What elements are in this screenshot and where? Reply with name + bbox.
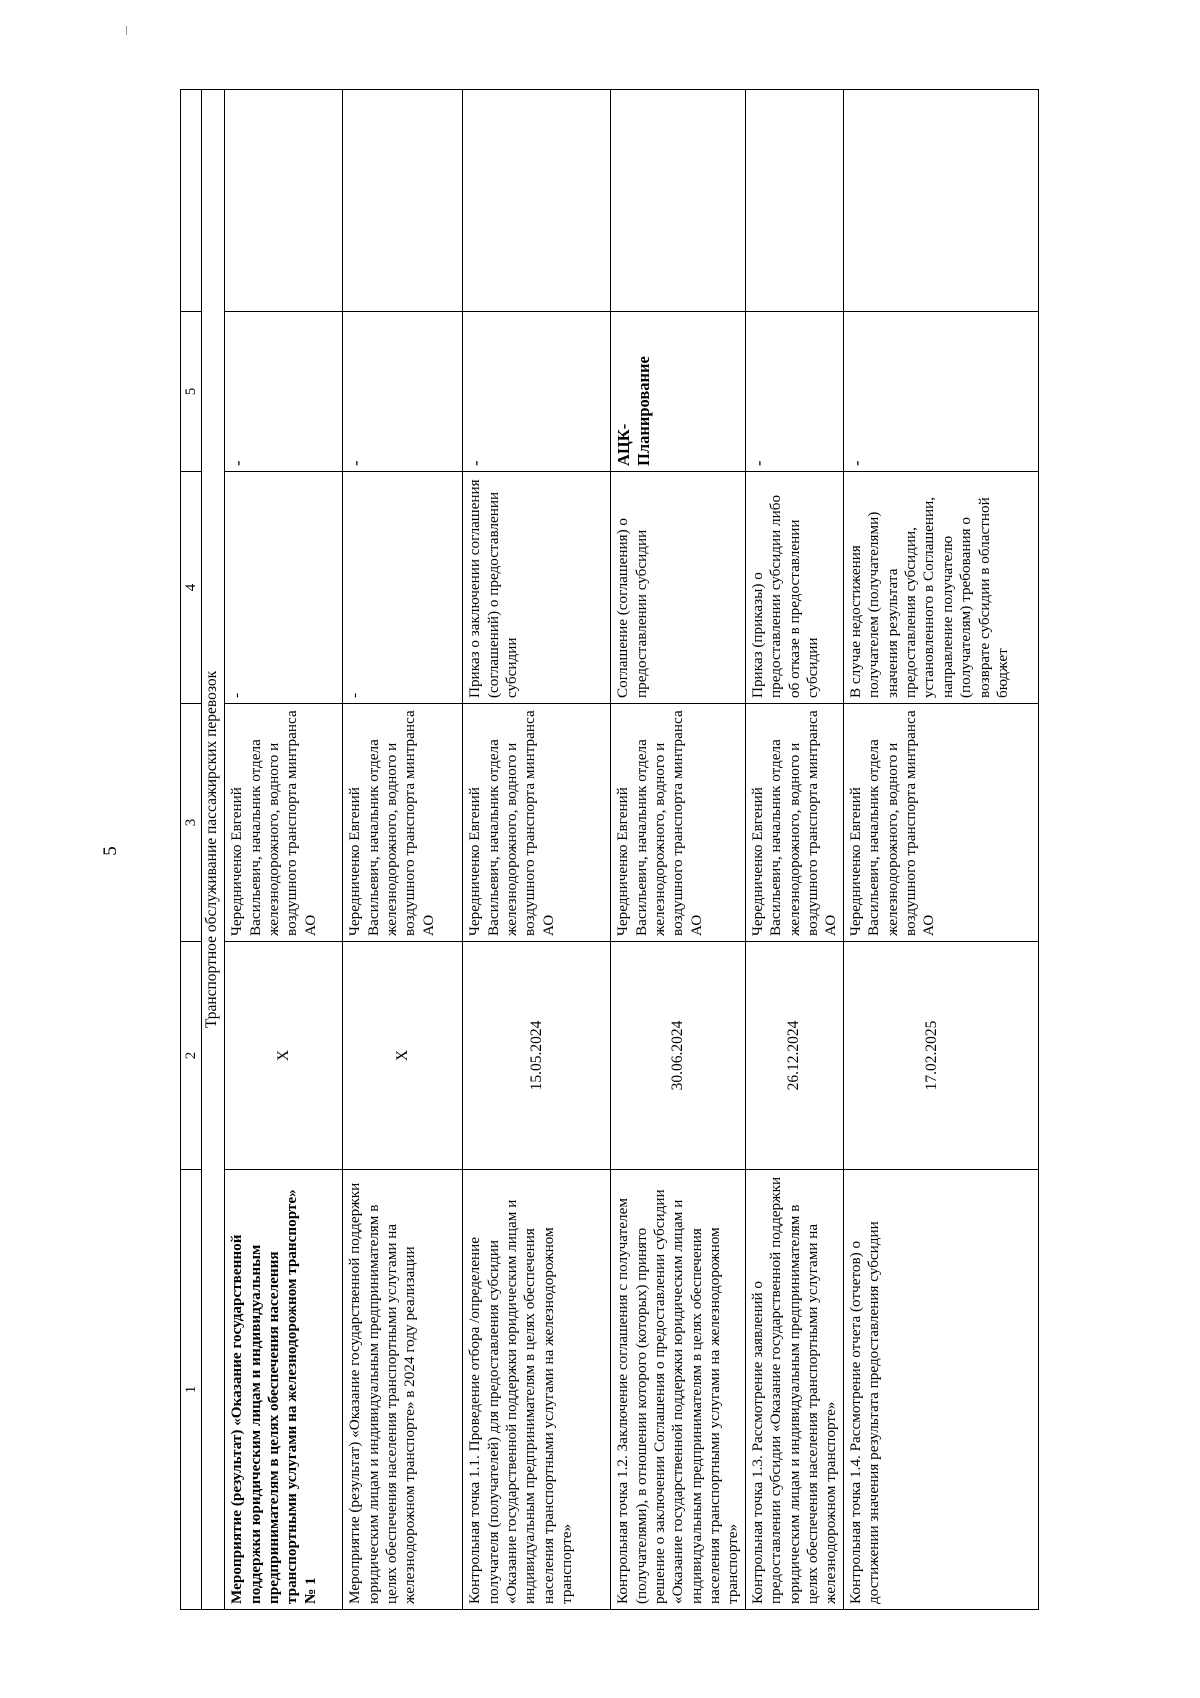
header-cell-1: 1 (181, 1170, 202, 1610)
table-row (843, 90, 1038, 1610)
table-row (343, 90, 463, 1610)
cell-date: Х (343, 942, 463, 1170)
cell-responsible: Чередниченко Евгений Васильевич, начальник отдела железнодорожного, водного и воздушного транспорта минтранса АО (611, 704, 746, 942)
cell-event-name: Мероприятие (результат) «Оказание государственной поддержки юридическим лицам и индивидуальным предпринимателям в целях обеспечения населения транспортными услугами на железнодорожном транспорте» № 1 (225, 1170, 343, 1610)
cell-event-name: Контрольная точка 1.1. Проведение отбора /определение получателя (получателей) для предоставления субсидии «Оказание государственной поддержки юридическим лицам и индивидуальным предпринимателям в целях обеспечения населения транспортными услугами на железнодорожном транспорте» (463, 1170, 611, 1610)
cell-system: - (225, 312, 343, 472)
cell-event-name: Контрольная точка 1.3. Рассмотрение заявлений о предоставлении субсидии «Оказание государственной поддержки юридическим лицам и индивидуальным предпринимателям в целях обеспечения населения транспортными услугами на железнодорожном транспорте» (745, 1170, 843, 1610)
section-row (202, 90, 225, 1610)
rotated-table-container (180, 90, 1090, 1610)
cell-system: - (343, 312, 463, 472)
cell-event-name: Контрольная точка 1.4. Рассмотрение отчета (отчетов) о достижении значения результата предоставления субсидии (843, 1170, 1038, 1610)
cell-responsible: Чередниченко Евгений Васильевич, начальник отдела железнодорожного, водного и воздушного транспорта минтранса АО (745, 704, 843, 942)
header-cell-3: 3 (181, 704, 202, 942)
events-table (180, 89, 1039, 1610)
cell-document: Соглашение (соглашения) о предоставлении субсидии (611, 472, 746, 704)
cell-date: 26.12.2024 (745, 942, 843, 1170)
cell-document: - (225, 472, 343, 704)
cell-document: Приказ (приказы) о предоставлении субсидии либо об отказе в предоставлении субсидии (745, 472, 843, 704)
cell-system: - (463, 312, 611, 472)
cell-event-name: Контрольная точка 1.2. Заключение соглашения с получателем (получателями), в отношении которого (которых) принято решение о заключении Соглашения о предоставлении субсидии «Оказание государственной поддержки юридическим лицам и индивидуальным предпринимателям в целях обеспечения населения транспортными услугами на железнодорожном транспорте» (611, 1170, 746, 1610)
cell-empty (463, 90, 611, 312)
table-row (463, 90, 611, 1610)
header-cell-5: 5 (181, 312, 202, 472)
cell-document: Приказ о заключении соглашения (соглашений) о предоставлении субсидии (463, 472, 611, 704)
header-row (181, 90, 202, 1610)
cell-empty (343, 90, 463, 312)
cell-empty (611, 90, 746, 312)
cell-document: В случае недостижения получателем (получателями) значения результата предоставления субсидии, установленного в Соглашении, направление получателю (получателям) требования о возврате субсидии в областной бюджет (843, 472, 1038, 704)
header-cell-empty (181, 90, 202, 312)
cell-date: 30.06.2024 (611, 942, 746, 1170)
table-row (745, 90, 843, 1610)
cell-event-name: Мероприятие (результат) «Оказание государственной поддержки юридическим лицам и индивидуальным предпринимателям в целях обеспечения населения транспортными услугами на железнодорожном транспорте» в 2024 году реализации (343, 1170, 463, 1610)
page-number: 5 (100, 846, 121, 856)
cell-date: 15.05.2024 (463, 942, 611, 1170)
cell-date: Х (225, 942, 343, 1170)
cell-system: - (843, 312, 1038, 472)
cell-system: АЦК-Планирование (611, 312, 746, 472)
cell-responsible: Чередниченко Евгений Васильевич, начальник отдела железнодорожного, водного и воздушного транспорта минтранса АО (463, 704, 611, 942)
cell-system: - (745, 312, 843, 472)
cell-empty (225, 90, 343, 312)
scan-tick-mark (126, 26, 127, 35)
cell-empty (843, 90, 1038, 312)
header-cell-4: 4 (181, 472, 202, 704)
table-row (225, 90, 343, 1610)
cell-responsible: Чередниченко Евгений Васильевич, начальник отдела железнодорожного, водного и воздушного транспорта минтранса АО (343, 704, 463, 942)
cell-date: 17.02.2025 (843, 942, 1038, 1170)
header-cell-2: 2 (181, 942, 202, 1170)
cell-responsible: Чередниченко Евгений Васильевич, начальник отдела железнодорожного, водного и воздушного транспорта минтранса АО (225, 704, 343, 942)
cell-responsible: Чередниченко Евгений Васильевич, начальник отдела железнодорожного, водного и воздушного транспорта минтранса АО (843, 704, 1038, 942)
table-row (611, 90, 746, 1610)
cell-empty (745, 90, 843, 312)
cell-document: - (343, 472, 463, 704)
section-title: Транспортное обслуживание пассажирских перевозок (202, 90, 225, 1610)
